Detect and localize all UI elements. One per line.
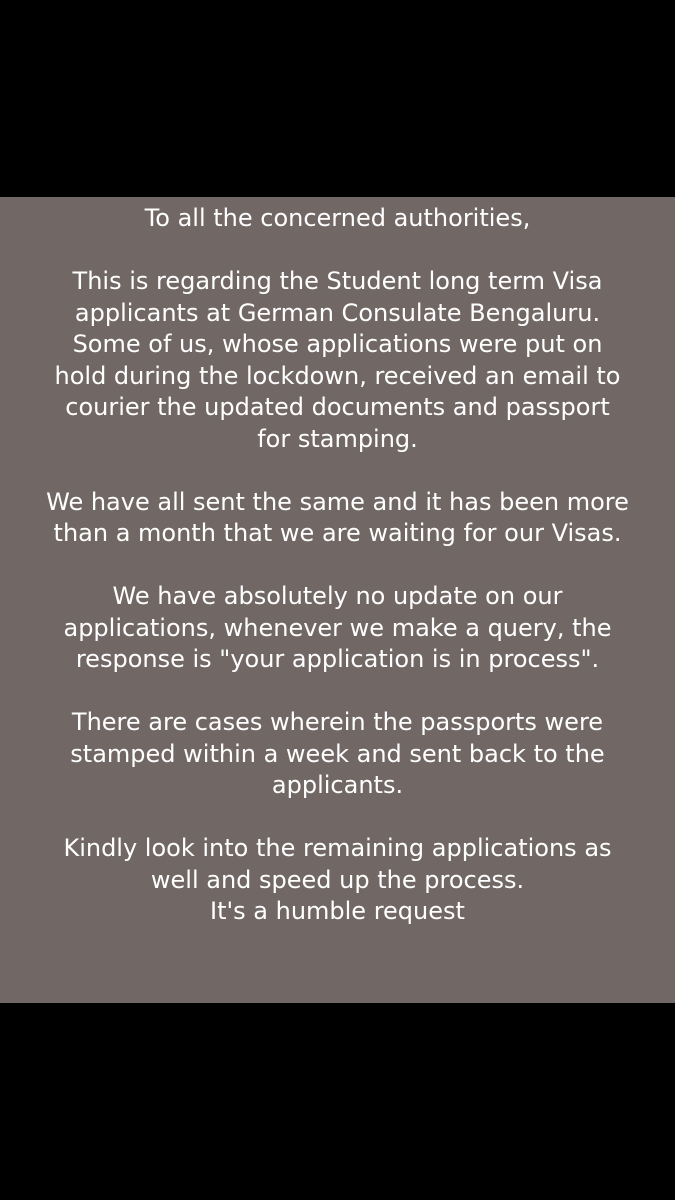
letter-card [0,197,675,1003]
paragraph-gap [0,455,675,487]
paragraph-3-line-2: applications, whenever we make a query, the [63,613,612,642]
paragraph-1-line-6: for stamping. [257,424,418,453]
paragraph-1-line-4: hold during the lockdown, received an email to [54,361,621,390]
greeting [0,203,675,235]
paragraph-4-line-1: There are cases wherein the passports were [71,708,604,736]
paragraph-1-line-5: courier the updated documents and passport [65,393,610,421]
paragraph-gap [0,676,675,708]
paragraph-5-line-2: well and speed up the process. [150,865,525,894]
paragraph-3 [0,581,675,676]
paragraph-1 [0,266,675,455]
paragraph-2 [0,487,675,550]
paragraph-gap [0,235,675,267]
paragraph-2-line-2: than a month that we are waiting for our Visas. [53,519,622,547]
paragraph-1-line-1: This is regarding the Student long term Visa [72,267,603,295]
paragraph-gap [0,550,675,582]
paragraph-3-line-3: response is "your application is in process". [75,645,600,673]
paragraph-gap [0,802,675,834]
paragraph-5 [0,833,675,928]
paragraph-4-line-3: applicants. [271,771,404,799]
paragraph-1-line-2: applicants at German Consulate Bengaluru. [74,298,601,327]
paragraph-5-line-1: Kindly look into the remaining applications as [63,834,612,862]
greeting-line: To all the concerned authorities, [144,204,531,232]
paragraph-4 [0,707,675,802]
paragraph-4-line-2: stamped within a week and sent back to the [70,739,605,768]
paragraph-2-line-1: We have all sent the same and it has been more [46,487,629,516]
paragraph-3-line-1: We have absolutely no update on our [112,582,563,610]
paragraph-1-line-3: Some of us, whose applications were put on [72,330,603,358]
paragraph-5-line-3: It's a humble request [210,897,465,925]
